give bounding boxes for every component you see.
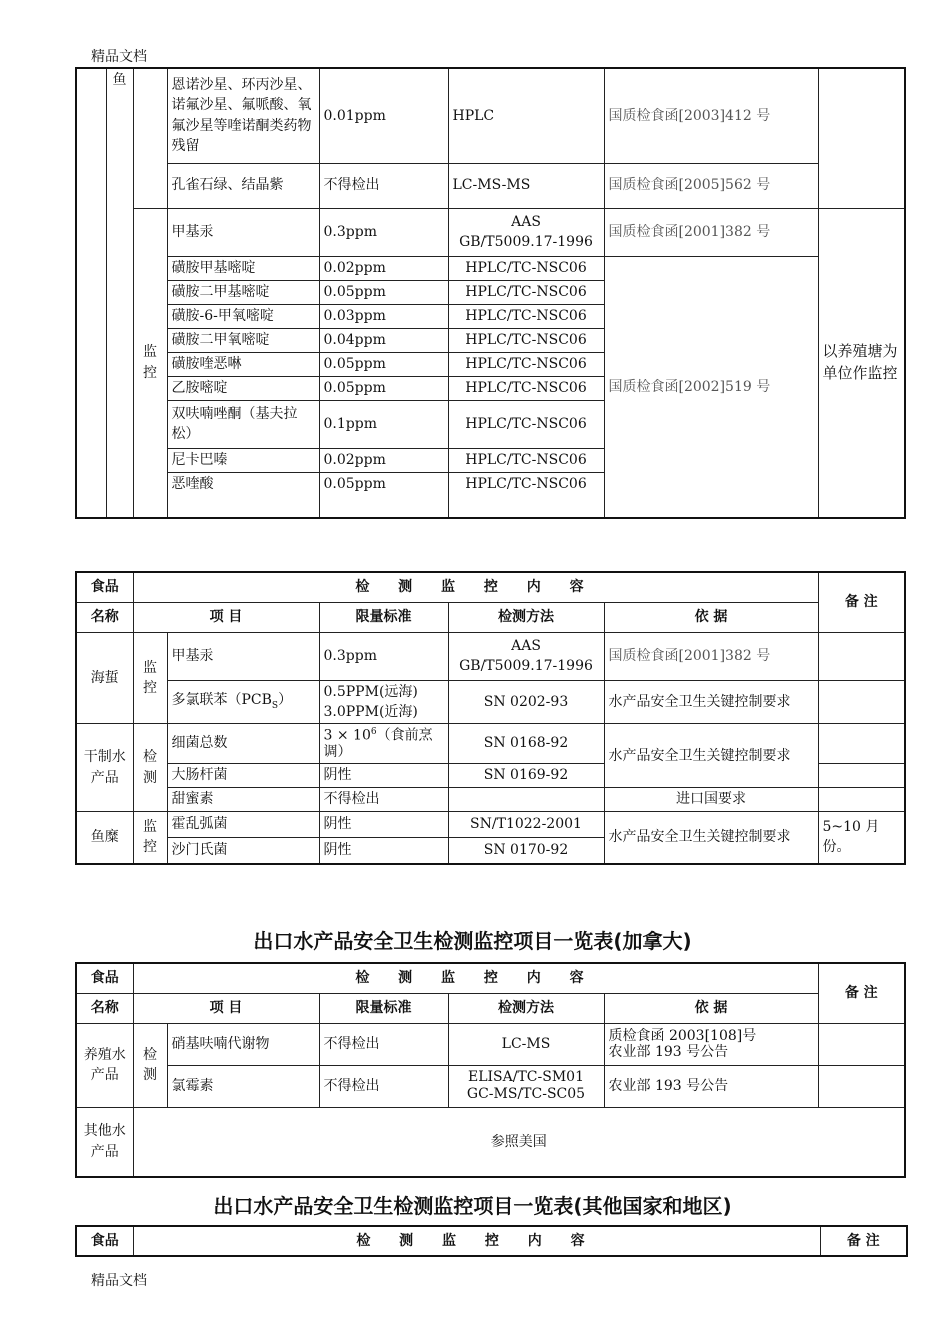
basis-mercury: 国质检食函[2001]382 号	[604, 208, 818, 256]
header-item: 项 目	[133, 993, 319, 1023]
basis-group: 国质检食函[2002]519 号	[604, 256, 818, 518]
method-sulf: HPLC/TC-NSC06	[448, 304, 604, 328]
item-bacteria: 细菌总数	[167, 724, 319, 764]
blank-cell	[133, 68, 167, 208]
header-name: 名称	[76, 602, 133, 632]
method-nitrofuran: LC-MS	[448, 1023, 604, 1065]
method-salmonella: SN 0170-92	[448, 838, 604, 864]
blank-cell	[818, 680, 905, 724]
category-jiance: 检测	[133, 724, 167, 812]
header-food: 食品	[76, 963, 133, 993]
title-canada: 出口水产品安全卫生检测监控项目一览表(加拿大)	[253, 929, 692, 953]
basis-quinolone: 国质检食函[2003]412 号	[604, 68, 818, 163]
header-basis: 依 据	[604, 993, 818, 1023]
header-remark: 备 注	[818, 572, 905, 632]
table-fish-continued	[75, 67, 906, 519]
method-pcb: SN 0202-93	[448, 680, 604, 724]
method-bacteria: SN 0168-92	[448, 724, 604, 764]
item-sulf: 磺胺二甲基嘧啶	[167, 280, 319, 304]
method-ecoli: SN 0169-92	[448, 764, 604, 788]
header-item: 项 目	[133, 602, 319, 632]
header-name: 名称	[76, 993, 133, 1023]
table-other-regions	[75, 1225, 908, 1257]
ref-usa: 参照美国	[133, 1107, 905, 1177]
item-sulf: 磺胺喹恶啉	[167, 352, 319, 376]
header-limit: 限量标准	[319, 993, 448, 1023]
blank-cell	[818, 1023, 905, 1065]
limit-vibrio: 阴性	[319, 812, 448, 838]
basis-chloramphenicol: 农业部 193 号公告	[604, 1065, 818, 1107]
method-sulf: HPLC/TC-NSC06	[448, 400, 604, 448]
blank-cell	[818, 764, 905, 788]
method-sulf: HPLC/TC-NSC06	[448, 256, 604, 280]
method-mercury: AAS GB/T5009.17-1996	[448, 632, 604, 680]
header-content: 检 测 监 控 内 容	[133, 572, 818, 602]
item-nitrofuran: 硝基呋喃代谢物	[167, 1023, 319, 1065]
item-sulf: 磺胺二甲氧嘧啶	[167, 328, 319, 352]
limit-quinolone: 0.01ppm	[319, 68, 448, 163]
item-mercury: 甲基汞	[167, 632, 319, 680]
header-limit: 限量标准	[319, 602, 448, 632]
blank-cell	[448, 788, 604, 812]
basis-nitrofuran: 质检食函 2003[108]号 农业部 193 号公告	[604, 1023, 818, 1065]
item-pcb: 多氯联苯$(PCB_S)$	[167, 680, 319, 724]
basis-yumi: 水产品安全卫生关键控制要求	[604, 812, 818, 864]
item-sulf: 恶喹酸	[167, 472, 319, 518]
item-ecoli: 大肠杆菌	[167, 764, 319, 788]
header-food: 食品	[76, 1226, 133, 1256]
category-jiankong: 监控	[133, 632, 167, 724]
table-canada	[75, 962, 906, 1178]
basis-malachite: 国质检食函[2005]562 号	[604, 163, 818, 208]
method-chloramphenicol: ELISA/TC-SM01 GC-MS/TC-SC05	[448, 1065, 604, 1107]
food-haizhe: 海蜇	[76, 632, 133, 724]
food-other: 其他水产品	[76, 1107, 133, 1177]
limit-sulf: 0.03ppm	[319, 304, 448, 328]
item-malachite: 孔雀石绿、结晶紫	[167, 163, 319, 208]
food-name-fish: 鱼	[106, 68, 133, 518]
header-content: 检 测 监 控 内 容	[133, 1226, 820, 1256]
limit-sulf: 0.05ppm	[319, 352, 448, 376]
header-basis: 依 据	[604, 602, 818, 632]
limit-sulf: 0.1ppm	[319, 400, 448, 448]
category-jiankong: 监控	[133, 208, 167, 518]
item-sulf: 双呋喃唑酮（基夫拉松）	[167, 400, 319, 448]
limit-sulf: 0.05ppm	[319, 280, 448, 304]
remark-yumi: 5~10 月份。	[818, 812, 905, 864]
method-vibrio: SN/T1022-2001	[448, 812, 604, 838]
method-sulf: HPLC/TC-NSC06	[448, 280, 604, 304]
item-sulf: 乙胺嘧啶	[167, 376, 319, 400]
basis-dried: 水产品安全卫生关键控制要求	[604, 724, 818, 788]
header-remark: 备 注	[818, 963, 905, 1023]
method-quinolone: HPLC	[448, 68, 604, 163]
limit-mercury: 0.3ppm	[319, 632, 448, 680]
item-mercury: 甲基汞	[167, 208, 319, 256]
header-method: 检测方法	[448, 602, 604, 632]
method-sulf: HPLC/TC-NSC06	[448, 352, 604, 376]
limit-sulf: 0.05ppm	[319, 472, 448, 518]
item-sulf: 尼卡巴嗪	[167, 448, 319, 472]
limit-chloramphenicol: 不得检出	[319, 1065, 448, 1107]
method-mercury: AAS GB/T5009.17-1996	[448, 208, 604, 256]
category-jiankong: 监控	[133, 812, 167, 864]
header-food: 食品	[76, 572, 133, 602]
item-quinolone: 恩诺沙星、环丙沙星、诺氟沙星、氟哌酸、氧氟沙星等喹诺酮类药物残留	[167, 68, 319, 163]
limit-sweetener: 不得检出	[319, 788, 448, 812]
method-sulf: HPLC/TC-NSC06	[448, 328, 604, 352]
method-sulf: HPLC/TC-NSC06	[448, 376, 604, 400]
item-chloramphenicol: 氯霉素	[167, 1065, 319, 1107]
food-farmed: 养殖水产品	[76, 1023, 133, 1107]
method-sulf: HPLC/TC-NSC06	[448, 472, 604, 518]
food-dried: 干制水产品	[76, 724, 133, 812]
item-sweetener: 甜蜜素	[167, 788, 319, 812]
item-vibrio: 霍乱弧菌	[167, 812, 319, 838]
limit-sulf: 0.05ppm	[319, 376, 448, 400]
blank-cell	[818, 788, 905, 812]
limit-ecoli: 阴性	[319, 764, 448, 788]
category-jiance: 检测	[133, 1023, 167, 1107]
limit-malachite: 不得检出	[319, 163, 448, 208]
method-malachite: LC-MS-MS	[448, 163, 604, 208]
page-footer: 精品文档	[91, 1273, 147, 1289]
method-sulf: HPLC/TC-NSC06	[448, 448, 604, 472]
remark-pond: 以养殖塘为单位作监控	[818, 208, 905, 518]
basis-mercury: 国质检食函[2001]382 号	[604, 632, 818, 680]
limit-sulf: 0.02ppm	[319, 448, 448, 472]
header-method: 检测方法	[448, 993, 604, 1023]
limit-nitrofuran: 不得检出	[319, 1023, 448, 1065]
basis-sweetener: 进口国要求	[604, 788, 818, 812]
limit-salmonella: 阴性	[319, 838, 448, 864]
basis-pcb: 水产品安全卫生关键控制要求	[604, 680, 818, 724]
blank-cell	[818, 68, 905, 208]
title-other-regions: 出口水产品安全卫生检测监控项目一览表(其他国家和地区)	[213, 1194, 732, 1218]
limit-sulf: 0.04ppm	[319, 328, 448, 352]
header-content: 检 测 监 控 内 容	[133, 963, 818, 993]
page-header: 精品文档	[91, 49, 147, 65]
limit-pcb: 0.5PPM(远海) 3.0PPM(近海)	[319, 680, 448, 724]
item-sulf: 磺胺-6-甲氧嘧啶	[167, 304, 319, 328]
blank-cell	[818, 632, 905, 680]
limit-mercury: 0.3ppm	[319, 208, 448, 256]
item-salmonella: 沙门氏菌	[167, 838, 319, 864]
item-sulf: 磺胺甲基嘧啶	[167, 256, 319, 280]
limit-bacteria: $3 \times 10^6$（食前烹调）	[319, 724, 448, 764]
blank-cell	[76, 68, 106, 518]
table-haizhe	[75, 571, 906, 865]
food-yumi: 鱼糜	[76, 812, 133, 864]
limit-sulf: 0.02ppm	[319, 256, 448, 280]
header-remark: 备 注	[820, 1226, 907, 1256]
blank-cell	[818, 724, 905, 764]
blank-cell	[818, 1065, 905, 1107]
